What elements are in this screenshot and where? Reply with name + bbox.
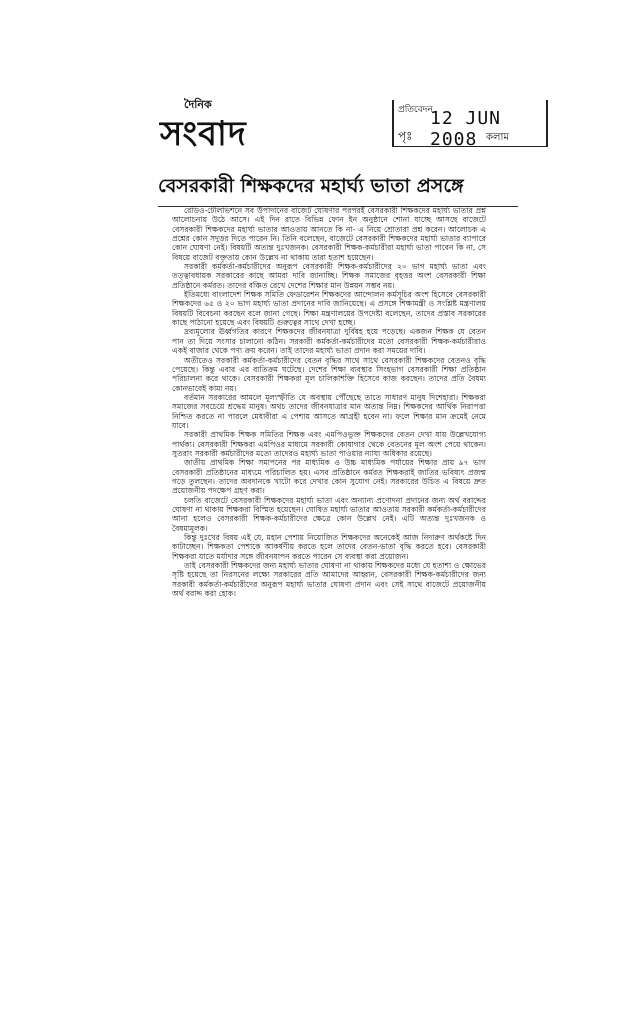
article-paragraph: দ্রব্যমূল্যের ঊর্ধ্বগতির কারণে শিক্ষকদের জীবনযাত্রা দুর্বিষহ হয়ে পড়েছে। একজন শিক্ষক যে বেতন পান তা দিয়ে সংসার চালানো কঠিন। সরকারী কর্মকর্তা-কর্মচারীদের মতো বেসরকারী শিক্ষক-কর্মচারীরাও একই বাজার থেকে পণ্য ক্রয় করেন। তাই তাদের মহার্ঘ্য ভাতা প্রদান করা সময়ের দাবি। xyxy=(172,327,486,356)
article-paragraph: তাই বেসরকারী শিক্ষকদের জন্য মহার্ঘ্য ভাতার ঘোষণা না থাকায় শিক্ষকদের মধ্যে যে হতাশা ও ক্ষোভের সৃষ্টি হয়েছে তা নিরসনের লক্ষ্যে সরকারের প্রতি আমাদের আহ্বান, বেসরকারী শিক্ষক-কর্মচারীদের জন্য সরকারী কর্মকর্তা-কর্মচারীদের অনুরূপ মহার্ঘ্য ভাতার ঘোষণা প্রদান এবং সেই সাথে বাজেটে প্রয়োজনীয় অর্থ বরাদ্দ করা হোক। xyxy=(172,561,486,599)
article-paragraph: অতীতেও সরকারী কর্মকর্তা-কর্মচারীদের বেতন বৃদ্ধির সাথে সাথে বেসরকারী শিক্ষকদের বেতনও বৃদ্ধি পেয়েছে। কিন্তু এবার এর ব্যতিক্রম ঘটেছে। দেশের শিক্ষা ব্যবস্থার সিংহভাগ বেসরকারী শিক্ষা প্রতিষ্ঠান পরিচালনা করে থাকে। বেসরকারী শিক্ষকরা মূল চালিকাশক্তি হিসেবে কাজ করছেন। তাদের প্রতি বৈষম্য কোনভাবেই কাম্য নয়। xyxy=(172,355,486,393)
article-paragraph: সরকারী কর্মকর্তা-কর্মচারীদের অনুরূপ বেসরকারী শিক্ষক-কর্মচারীদের ২০ ভাগ মহার্ঘ্য ভাতা এবং তত্ত্বাবধায়ক সরকারের কাছে আমরা দাবি জানাচ্ছি। শিক্ষক সমাজের বৃহত্তর অংশ বেসরকারী শিক্ষা প্রতিষ্ঠানে কর্মরত। তাদের বঞ্চিত রেখে দেশের শিক্ষার মান উন্নয়ন সম্ভব নয়। xyxy=(172,262,486,290)
masthead-title: সংবাদ xyxy=(160,114,247,154)
stamp-column-label: কলাম xyxy=(486,132,509,143)
article-body xyxy=(172,206,486,992)
article-paragraph: বর্তমান সরকারের আমলে মূল্যস্ফীতি যে অবস্থায় পৌঁছেছে তাতে সাধারণ মানুষ দিশেহারা। শিক্ষকরা সমাজের সবচেয়ে শ্রদ্ধেয় মানুষ। অথচ তাদের জীবনযাত্রার মান অত্যন্ত নিম্ন। শিক্ষকদের আর্থিক নিরাপত্তা নিশ্চিত করতে না পারলে মেধাবীরা এ পেশায় আসতে আগ্রহী হবেন না। ফলে শিক্ষার মান ক্রমেই নেমে যাবে। xyxy=(172,392,486,430)
masthead-label: দৈনিক xyxy=(184,98,212,111)
article-paragraph: সরকারী প্রাথমিক শিক্ষক সমিতির শিক্ষক এবং এমপিওভুক্ত শিক্ষকদের বেতন দেখা যায় উল্লেখযোগ্য পার্থক্য। বেসরকারী শিক্ষকরা এমপিওর মাধ্যমে সরকারী কোষাগার থেকে বেতনের মূল অংশ পেয়ে থাকেন। সুতরাং সরকারী কর্মচারীদের মতো তাদেরও মহার্ঘ্য ভাতা পাওয়ার ন্যায্য অধিকার রয়েছে। xyxy=(172,430,486,458)
article-paragraph: ইতিমধ্যে বাংলাদেশ শিক্ষক সমিতি ফেডারেশন শিক্ষকদের আন্দোলন কর্মসূচির অংশ হিসেবে বেসরকারী শিক্ষকদের ৬৫ ও ২০ ভাগ মহার্ঘ্য ভাতা প্রদানের দাবি জানিয়েছে। এ প্রসঙ্গে শিক্ষামন্ত্রী ও সংশ্লিষ্ট মন্ত্রণালয় বিষয়টি বিবেচনা করছেন বলে জানা গেছে। শিক্ষা মন্ত্রণালয়ের উপদেষ্টা বলেছেন, তাদের প্রস্তাব সরকারের কাছে পাঠানো হয়েছে এবং বিষয়টি গুরুত্বের সাথে দেখা হচ্ছে। xyxy=(172,290,486,328)
article-paragraph: কিন্তু দুঃখের বিষয় এই যে, মহান পেশায় নিয়োজিত শিক্ষকদের অনেকেই আজ নিদারুণ অর্থকষ্টে দিন কাটাচ্ছেন। শিক্ষকতা পেশাকে আকর্ষণীয় করতে হলে তাদের বেতন-ভাতা বৃদ্ধি করতে হবে। বেসরকারী শিক্ষকরা যাতে মর্যাদার সঙ্গে জীবনযাপন করতে পারেন সে ব্যবস্থা করা প্রয়োজন। xyxy=(172,533,486,561)
article-headline: বেসরকারী শিক্ষকদের মহার্ঘ্য ভাতা প্রসঙ্গে xyxy=(158,172,518,207)
stamp-label: প্রতিবেদন xyxy=(398,105,433,115)
stamp-page-label: পৃঃ xyxy=(398,129,413,143)
article-paragraph: চলতি বাজেটে বেসরকারী শিক্ষকদের মহার্ঘ্য ভাতা এবং অন্যান্য প্রণোদনা প্রদানের জন্য অর্থ বরাদ্দের ঘোষণা না থাকায় শিক্ষকরা বিস্মিত হয়েছেন। ঘোষিত মহার্ঘ্য ভাতার আওতায় সরকারী কর্মকর্তা-কর্মচারীদের আনা হলেও বেসরকারী শিক্ষক-কর্মচারীদের ক্ষেত্রে কোন উল্লেখ নেই। এটি অত্যন্ত দুঃখজনক ও বৈষম্যমূলক। xyxy=(172,495,486,533)
clipping-stamp xyxy=(392,100,548,150)
stamp-date: 12 JUN 2008 xyxy=(430,108,502,150)
article-paragraph: রেডিও-টেলিভিশনে সব উপাদানের বাজেট ঘোষণার পরপরই বেসরকারী শিক্ষকদের মহার্ঘ্য ভাতার প্রশ্ন আলোচনায় উঠে আসে। এই দিন রাতে বিভিন্ন ফোন ইন অনুষ্ঠানে শোনা যাচ্ছে আসছে বাজেটে বেসরকারী শিক্ষকদের মহার্ঘ্য ভাতার আওতায় আনতে কি না- এ নিয়ে শ্রোতারা প্রশ্ন করেন। আলোচক এ প্রশ্নের কোন সদুত্তর দিতে পারেন নি। তিনি বলেছেন, বাজেটে বেসরকারী শিক্ষকদের মহার্ঘ্য ভাতার ব্যাপারে কোন ঘোষণা নেই। বিষয়টি অত্যন্ত দুঃখজনক। বেসরকারী শিক্ষক-কর্মচারীরা মহার্ঘ্য ভাতা পাবেন কি না, সে বিষয়ে বাজেট বক্তৃতায় কোন উল্লেখ না থাকায় তারা হতাশ হয়েছেন। xyxy=(172,206,486,262)
article-paragraph: জাতীয় প্রাথমিক শিক্ষা সমাপনের পর মাধ্যমিক ও উচ্চ মাধ্যমিক পর্যায়ের শিক্ষার প্রায় ৯৭ ভাগ বেসরকারী প্রতিষ্ঠানের মাধ্যমে পরিচালিত হয়। এসব প্রতিষ্ঠানে কর্মরত শিক্ষকরাই জাতির ভবিষ্যৎ প্রজন্ম গড়ে তুলছেন। তাদের অবদানকে খাটো করে দেখার কোন সুযোগ নেই। সরকারের উচিত এ বিষয়ে দ্রুত প্রয়োজনীয় পদক্ষেপ গ্রহণ করা। xyxy=(172,458,486,496)
